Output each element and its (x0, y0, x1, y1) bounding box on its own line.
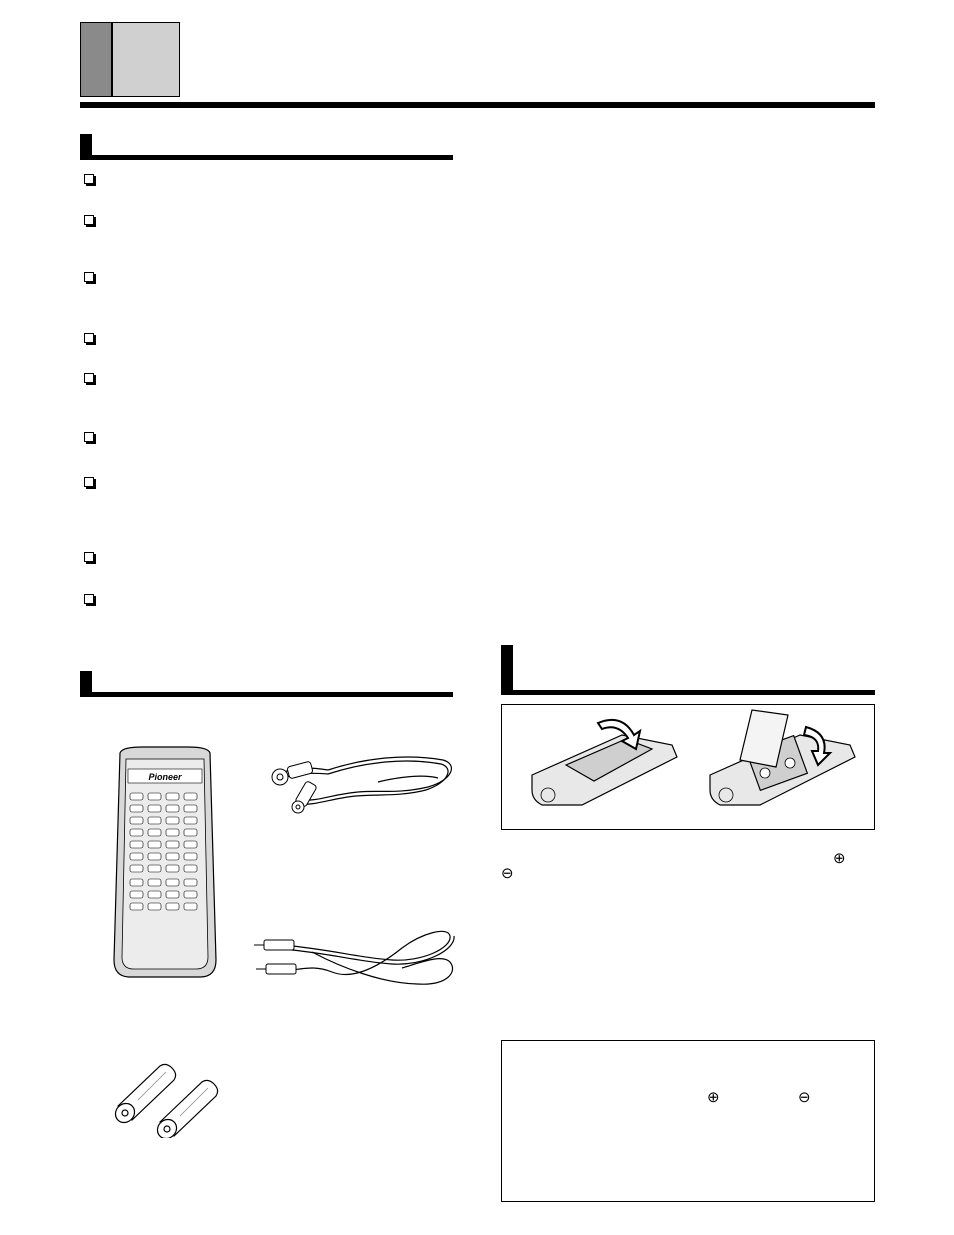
remote-button-29 (130, 879, 143, 886)
checklist-box-4 (84, 333, 94, 343)
brand-logo: Pioneer (148, 772, 182, 782)
checklist-box-2 (84, 215, 94, 225)
section-heading-accessories (80, 671, 453, 697)
checklist-box-5 (84, 373, 94, 383)
remote-button-23 (166, 853, 179, 860)
remote-button-10 (148, 817, 161, 824)
remote-button-33 (130, 891, 143, 898)
section-heading-features (80, 134, 453, 160)
remote-button-8 (184, 805, 197, 812)
remote-button-34 (148, 891, 161, 898)
remote-button-16 (184, 829, 197, 836)
remote-button-32 (184, 879, 197, 886)
audio-cable-illustration (258, 752, 454, 814)
remote-button-19 (166, 841, 179, 848)
remote-button-31 (166, 879, 179, 886)
remote-button-18 (148, 841, 161, 848)
caution-plus-symbol: ⊕ (707, 1089, 720, 1106)
checklist-box-9 (84, 594, 94, 604)
checklist-box-7 (84, 477, 94, 487)
top-rule (80, 102, 875, 108)
remote-button-22 (148, 853, 161, 860)
chapter-tab (80, 22, 180, 97)
remote-button-37 (130, 903, 143, 910)
remote-button-24 (184, 853, 197, 860)
remote-button-17 (130, 841, 143, 848)
remote-button-27 (166, 865, 179, 872)
remote-button-2 (148, 793, 161, 800)
remote-button-3 (166, 793, 179, 800)
minus-symbol: ⊖ (501, 865, 514, 882)
plus-symbol: ⊕ (833, 850, 846, 867)
remote-button-14 (148, 829, 161, 836)
checklist-box-8 (84, 552, 94, 562)
remote-button-36 (184, 891, 197, 898)
remote-control-illustration (112, 745, 218, 980)
remote-button-11 (166, 817, 179, 824)
batteries-illustration (108, 1060, 220, 1138)
checklist-box-3 (84, 272, 94, 282)
remote-button-39 (166, 903, 179, 910)
remote-button-12 (184, 817, 197, 824)
remote-button-35 (166, 891, 179, 898)
remote-button-25 (130, 865, 143, 872)
remote-button-40 (184, 903, 197, 910)
remote-button-38 (148, 903, 161, 910)
remote-button-9 (130, 817, 143, 824)
remote-button-13 (130, 829, 143, 836)
remote-button-28 (184, 865, 197, 872)
remote-button-26 (148, 865, 161, 872)
remote-button-20 (184, 841, 197, 848)
remote-button-21 (130, 853, 143, 860)
battery-install-figure (501, 704, 875, 830)
checklist-box-6 (84, 432, 94, 442)
chapter-tab-dark-strip (81, 23, 113, 96)
remote-button-1 (130, 793, 143, 800)
remote-button-5 (130, 805, 143, 812)
caution-minus-symbol: ⊖ (798, 1089, 811, 1106)
remote-button-4 (184, 793, 197, 800)
checklist-box-1 (84, 174, 94, 184)
section-heading-batteries (501, 645, 875, 695)
remote-button-6 (148, 805, 161, 812)
battery-install-drawing (502, 705, 874, 829)
caution-box (501, 1040, 875, 1202)
remote-button-30 (148, 879, 161, 886)
control-cable-illustration (252, 928, 456, 990)
remote-button-7 (166, 805, 179, 812)
remote-button-15 (166, 829, 179, 836)
